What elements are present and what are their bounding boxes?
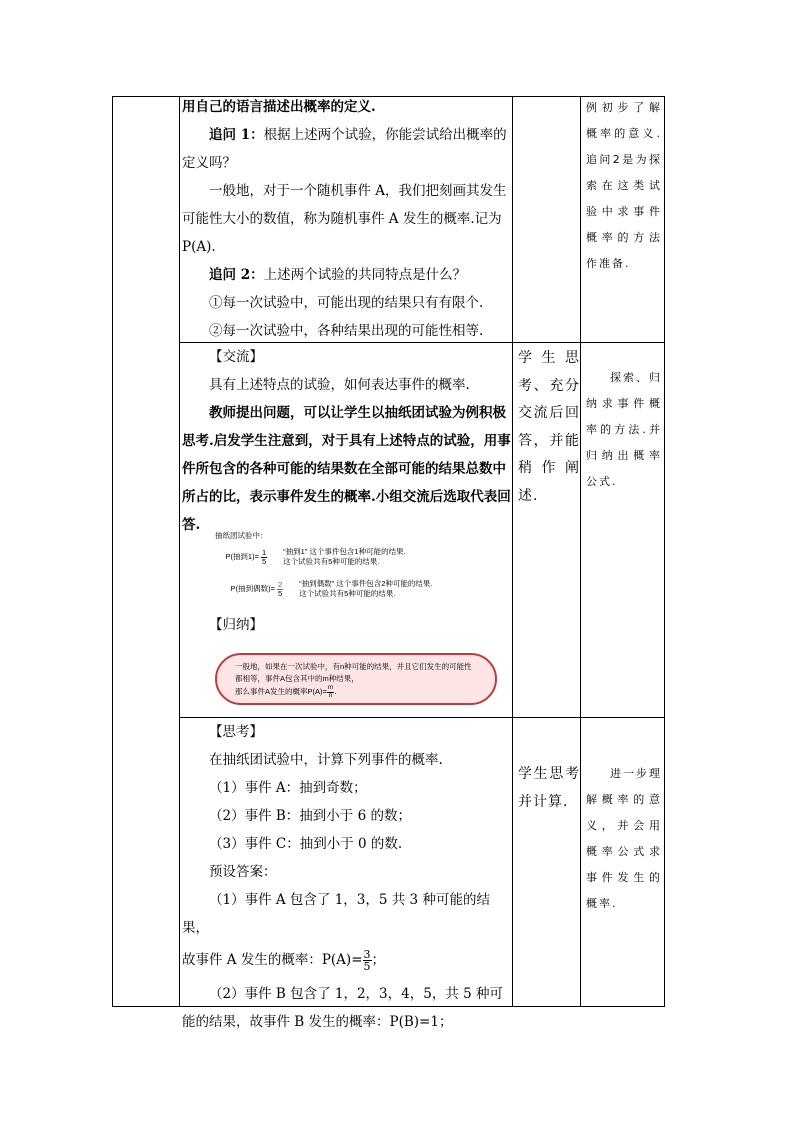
probability-definition: 一般地，对于一个随机事件 A，我们把刻画其发生可能性大小的数值，称为随机事件 A 发生的概率.记为 P(A). [182, 183, 507, 255]
summary-heading: 【归纳】 [209, 617, 263, 633]
row3-student-activity: 学生思考并计算. [518, 766, 580, 810]
lesson-table [112, 96, 665, 1030]
answer-1-line-2: 故事件 A 发生的概率：P(A)= $\frac{3}{5}$ ； [182, 948, 386, 973]
fraction: $\frac{1}{5}$ [262, 548, 267, 566]
answer-2-line-1: （2）事件 B 包含了 1，2，3，4，5，共 5 种可 [209, 986, 504, 1002]
row2-content [182, 343, 512, 715]
row3-design-note: 进一步理解概率的意义，并会用概率公式求事件发生的概率. [586, 767, 662, 910]
row3-content [182, 718, 512, 1036]
think-item-2: （2）事件 B：抽到小于 6 的数； [209, 808, 411, 824]
follow-up-question-1: 追问 1：根据上述两个试验，你能尝试给出概率的定义吗？ [182, 127, 507, 171]
row2-design-note: 探索、归纳求事件概率的方法.并归纳出概率公式. [586, 371, 662, 488]
column-divider [512, 97, 513, 1006]
column-divider [580, 97, 581, 1006]
figure-row-1: P(抽到1)= $\frac{1}{5}$ “抽到1” 这个事件包含1种可能的结果. 这个试验共有5种可能的结果. [225, 547, 406, 566]
fraction: $\frac{m}{n}$ [327, 684, 334, 699]
paper-draw-figure [215, 531, 475, 599]
think-item-3: （3）事件 C：抽到小于 0 的数. [209, 836, 403, 852]
preset-answer-label: 预设答案： [209, 864, 277, 880]
row1-content [182, 93, 512, 345]
think-intro: 在抽纸团试验中，计算下列事件的概率. [209, 752, 443, 768]
fraction: $\frac{2}{5}$ [278, 580, 283, 598]
teacher-instruction: 教师提出问题，可以让学生以抽纸团试验为例积极思考.启发学生注意到，对于具有上述特点的试验，用事件所包含的各种可能的结果数在全部可能的结果总数中所占的比，表示事件发生的概率.小组交流后选取代表回答. [182, 405, 511, 533]
feature-1: ①每一次试验中，可能出现的结果只有有限个. [209, 295, 484, 311]
think-item-1: （1）事件 A：抽到奇数； [209, 780, 367, 796]
row2-student-activity: 学生思考、充分交流后回答，并能稍作阐述. [518, 350, 580, 504]
exchange-heading: 【交流】 [209, 349, 263, 365]
follow-up-question-2: 追问 2：上述两个试验的共同特点是什么？ [209, 267, 467, 283]
summary-box: 一般地，如果在一次试验中，有n种可能的结果，并且它们发生的可能性都相等，事件A包含其中的m种结果， 那么事件A发生的概率P(A)= $\frac{m}{n}$ . [215, 653, 497, 705]
think-heading: 【思考】 [209, 724, 263, 740]
row1-design-note: 例初步了解概率的意义.追问2是为探索在这类试验中求事件概率的方法作准备. [586, 101, 662, 270]
definition-prompt: 用自己的语言描述出概率的定义. [182, 99, 376, 115]
column-divider [179, 97, 180, 1006]
figure-row-2: P(抽到偶数)= $\frac{2}{5}$ “抽到偶数” 这个事件包含2种可能的结果. 这个试验共有5种可能的结果. [230, 579, 433, 598]
fraction: $\frac{3}{5}$ [363, 948, 371, 973]
feature-2: ②每一次试验中，各种结果出现的可能性相等. [209, 323, 484, 339]
answer-1-line-1: （1）事件 A 包含了 1，3，5 共 3 种可能的结果， [182, 892, 490, 936]
answer-2-line-2: 能的结果，故事件 B 发生的概率：P(B)=1； [182, 1014, 453, 1030]
exchange-question: 具有上述特点的试验，如何表达事件的概率. [209, 377, 470, 393]
figure-title: 抽纸团试验中： [215, 531, 268, 540]
